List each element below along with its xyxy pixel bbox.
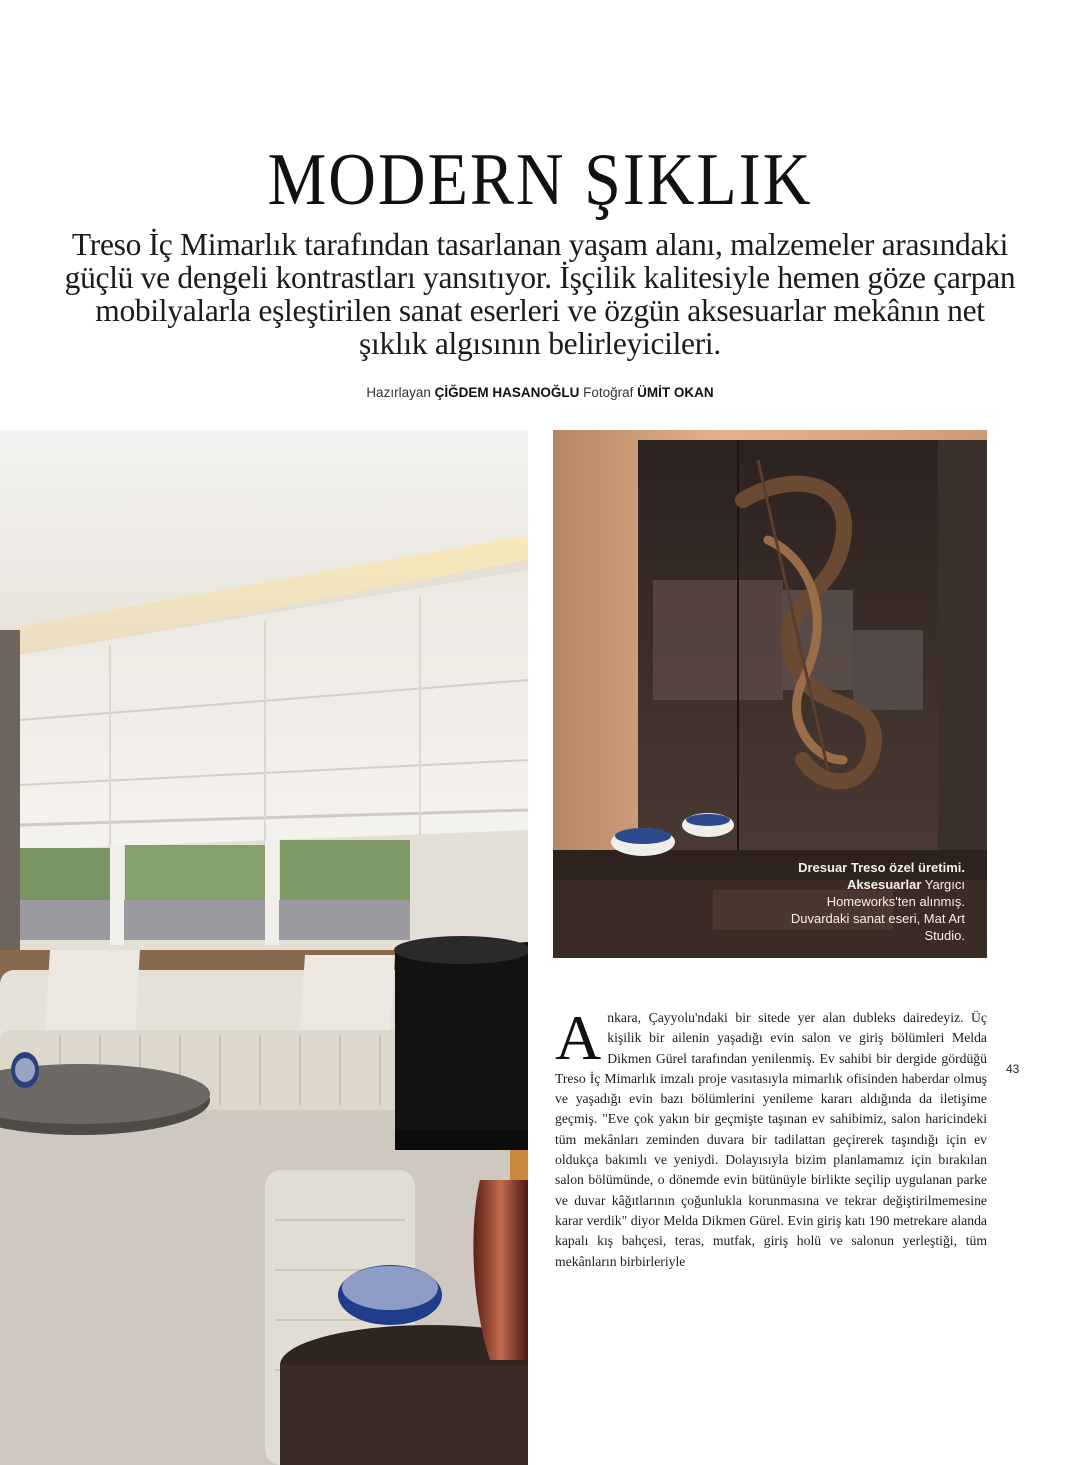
caption-bold: Dresuar Treso özel üretimi. Aksesuarlar xyxy=(798,860,965,892)
article-title: MODERN ŞIKLIK xyxy=(267,139,813,221)
article-deck: Treso İç Mimarlık tarafından tasarlanan yaşam alanı, malzemeler arasındaki güçlü ve dengeli kontrastları yansıtıyor. İşçilik kalitesiyle hemen göze çarpan mobilyalarla eşleştirilen sanat eserleri ve özgün aksesuarlar mekânın net şıklık algısının belirleyicileri. xyxy=(64,227,1016,361)
prepared-by-name: ÇİĞDEM HASANOĞLU xyxy=(434,385,580,400)
living-room-photo xyxy=(0,430,528,1465)
credits-line xyxy=(0,385,1080,400)
caption-regular: Yargıcı Homeworks'ten alınmış. Duvardaki sanat eseri, Mat Art Studio. xyxy=(790,877,965,943)
article-body xyxy=(555,1002,987,1272)
prepared-by-label: Hazırlayan xyxy=(366,385,431,400)
photo-name: ÜMİT OKAN xyxy=(637,385,714,400)
console-art-photo xyxy=(553,430,987,958)
dropcap: A xyxy=(555,1002,602,1073)
photo-label: Fotoğraf xyxy=(583,385,634,400)
photo-caption xyxy=(765,859,965,944)
page-number: 43 xyxy=(1006,1062,1020,1076)
body-text: nkara, Çayyolu'ndaki bir sitede yer alan dubleks dairedeyiz. Üç kişilik bir ailenin yaşadığı evin salon ve giriş bölümleri Melda Dikmen Gürel tarafından yenilenmiş. Ev sahibi bir dergide gördüğü Treso İç Mimarlık imzalı proje vasıtasıyla mimarlık ofisinden haberdar olmuş ve yaşadığı evin bazı bölümlerini yenileme kararı aldığında da iletişime geçmiş. "Eve çok yakın bir geçmişte taşınan ev sahibimiz, salon haricindeki tüm mekânları zeminden duvara bir tadilattan geçirerek taşındığı için ev oldukça bakımlı ve yeniydi. Dolayısıyla bizim planlamamız için bırakılan salon bölümünde, o dönemde evin bütünüyle birlikte seçilip uygulanan parke ve duvar kâğıtlarının çoğunlukla korunmasına ve tekrar değiştirilmemesine karar verdik" diyor Melda Dikmen Gürel. Evin giriş katı 190 metrekare alanda kapalı kış bahçesi, teras, mutfak, giriş holü ve salonun yerleştiği, tüm mekânların birbirleriyle xyxy=(555,1010,987,1269)
